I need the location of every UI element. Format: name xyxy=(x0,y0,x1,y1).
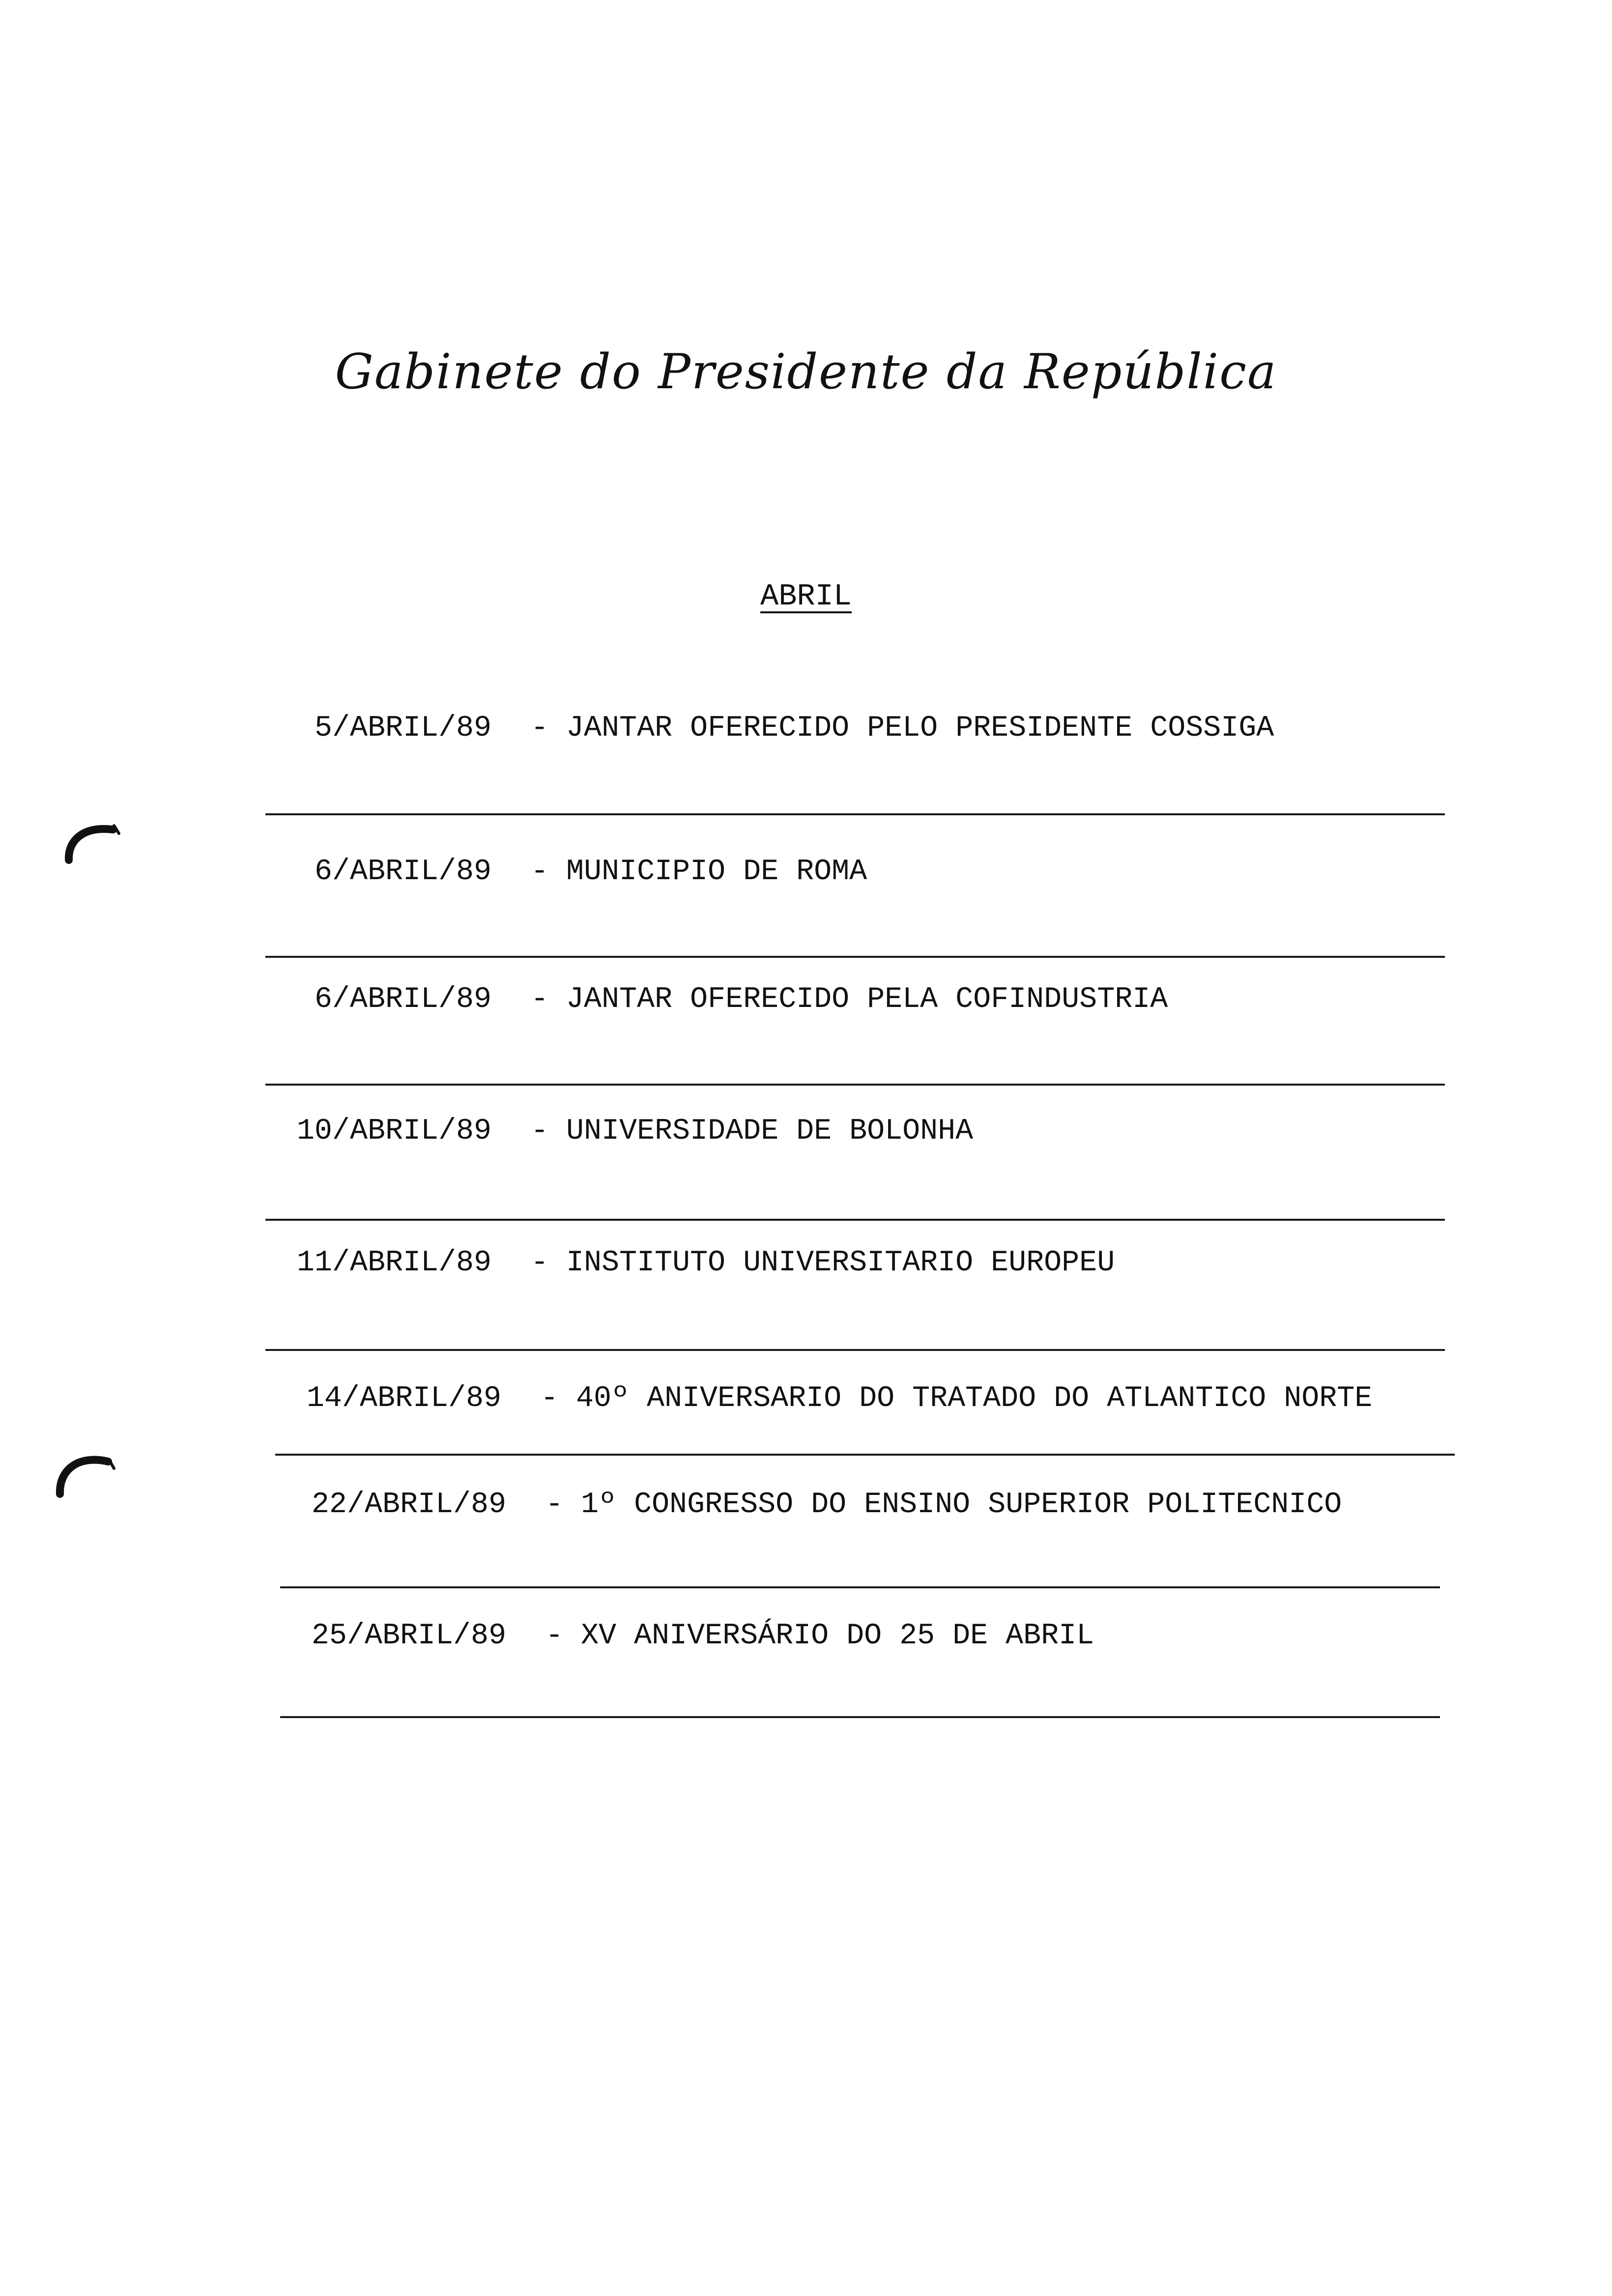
entry-date: 6/ABRIL/89 xyxy=(314,855,491,889)
divider-line xyxy=(265,1349,1445,1351)
entry-date: 5/ABRIL/89 xyxy=(314,712,491,745)
entry-date: 22/ABRIL/89 xyxy=(311,1488,506,1521)
entry-description: - JANTAR OFERECIDO PELO PRESIDENTE COSSIGA xyxy=(531,712,1274,745)
entry-description: - INSTITUTO UNIVERSITARIO EUROPEU xyxy=(531,1246,1115,1280)
schedule-entry xyxy=(275,1382,1474,1431)
entry-description: - UNIVERSIDADE DE BOLONHA xyxy=(531,1115,974,1148)
entry-description: - 1º CONGRESSO DO ENSINO SUPERIOR POLITECNICO xyxy=(546,1488,1342,1521)
divider-line xyxy=(280,1586,1440,1588)
divider-line xyxy=(280,1716,1440,1718)
schedule-entry xyxy=(265,855,1465,904)
divider-line xyxy=(265,1084,1445,1086)
entry-description: - 40º ANIVERSARIO DO TRATADO DO ATLANTICO NORTE xyxy=(541,1382,1373,1415)
entry-date: 25/ABRIL/89 xyxy=(311,1619,506,1653)
letterhead-title: Gabinete do Presidente da República xyxy=(335,344,1277,400)
entry-date: 14/ABRIL/89 xyxy=(306,1382,501,1415)
entry-description: - XV ANIVERSÁRIO DO 25 DE ABRIL xyxy=(546,1619,1094,1653)
entry-date: 11/ABRIL/89 xyxy=(296,1246,491,1280)
schedule-entry xyxy=(280,1488,1479,1537)
entry-description: - JANTAR OFERECIDO PELA COFINDUSTRIA xyxy=(531,983,1168,1016)
entry-date: 6/ABRIL/89 xyxy=(314,983,491,1016)
month-heading: ABRIL xyxy=(760,579,852,614)
schedule-entry xyxy=(265,1115,1465,1164)
entry-description: - MUNICIPIO DE ROMA xyxy=(531,855,867,889)
divider-line xyxy=(265,956,1445,958)
hole-punch-mark-icon xyxy=(59,811,128,870)
schedule-entry xyxy=(280,1619,1479,1668)
divider-line xyxy=(265,813,1445,815)
divider-line xyxy=(265,1219,1445,1221)
schedule-entry xyxy=(265,983,1465,1032)
hole-punch-mark-icon xyxy=(49,1440,123,1504)
schedule-entry xyxy=(265,1246,1465,1295)
schedule-entry xyxy=(265,712,1465,761)
entry-date: 10/ABRIL/89 xyxy=(296,1115,491,1148)
divider-line xyxy=(275,1454,1455,1456)
